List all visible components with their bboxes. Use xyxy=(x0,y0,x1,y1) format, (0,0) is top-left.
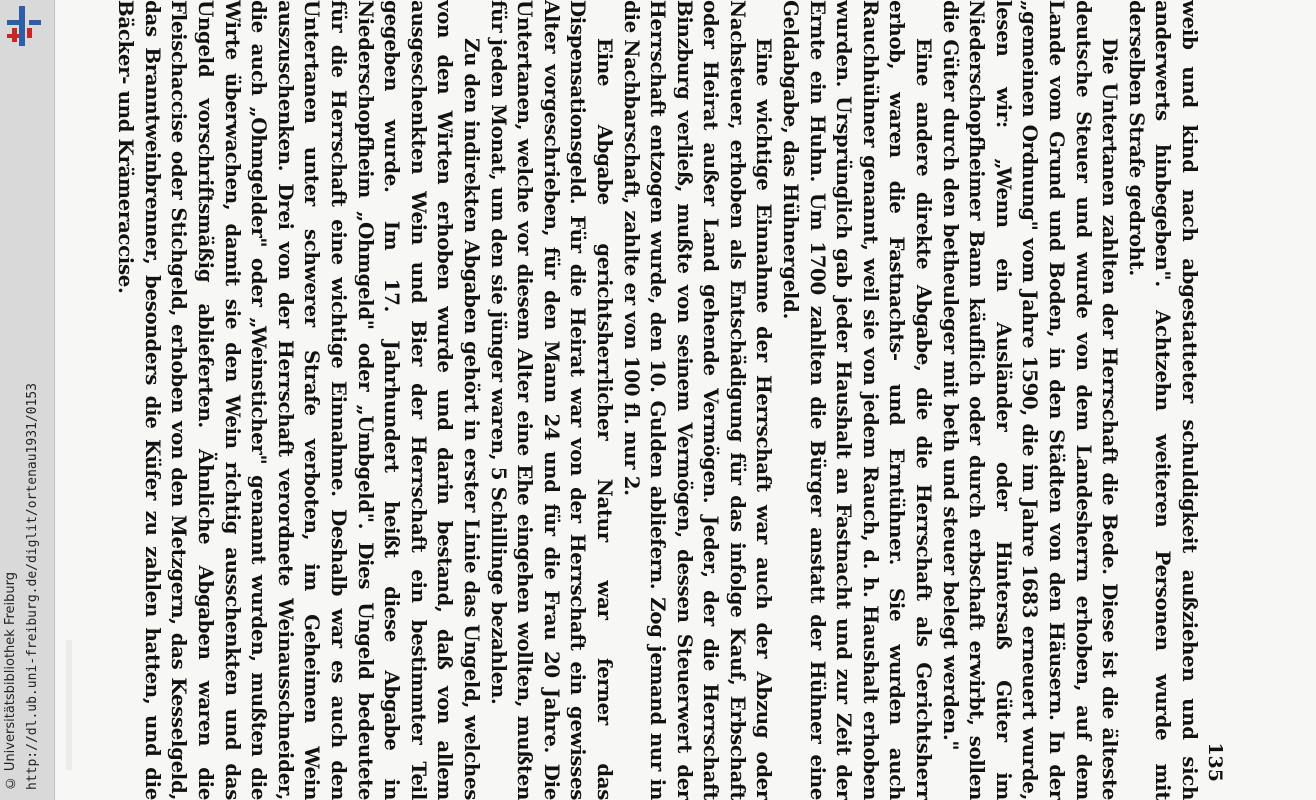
paragraph: Eine andere direkte Abgabe, die die Herrschaft als Gerichtsherr erhob, waren die Fastnachts- und Erntühner. Sie wurden auch Rauchhühner genannt, weil sie von jedem Rauch, d. h. Haushalt erhoben wurden. Ursprünglich gab jeder Haushalt an Fastnacht und zur Zeit der Ernte ein Huhn. Um 1700 zahlten die Bürger anstatt der Hühner eine Geldabgabe, das Hühnergeld. xyxy=(779,0,937,800)
paragraph: Eine wichtige Einnahme der Herrschaft war auch der Abzug oder Nachsteuer, erhoben als Entschädigung für das infolge Kauf, Erbschaft oder Heirat außer Land gehende Vermögen. Jeder, der die Herrschaft Binzburg verließ, mußte von seinem Vermögen, dessen Steuerwert der Herrschaft entzogen wurde, den 10. Gulden abliefern. Zog jemand nur in die Nachbarschaft, zahlte er von 100 fl. nur 2. xyxy=(619,0,777,800)
source-url-credit[interactable]: http://dl.ub.uni-freiburg.de/diglit/ortenau1931/0153 xyxy=(25,383,40,790)
rotated-page-content xyxy=(114,0,1236,800)
paragraph: Die Untertanen zahlten der Herrschaft die Bede. Diese ist die älteste deutsche Steuer und wurde von dem Landesherrn erhoben, auf dem Lande vom Grund und Boden, in den Städten von den Häusern. In der „gemeinen Ordnung" vom Jahre 1590, die im Jahre 1683 erneuert wurde, lesen wir: „Wenn ein Ausländer oder Hintersaß Güter im Niederschopfheimer Bann käuflich oder durch erbschaft erwirbt, sollen die Güter durch den betheuleger mit beth und steuer belegt werden." xyxy=(938,0,1123,800)
paragraph: Eine Abgabe gerichtsherrlicher Natur war ferner das Dispensationsgeld. Für die Heirat war von der Herrschaft ein gewisses Alter vorgeschrieben, für den Mann 24 und für die Frau 20 Jahre. Die Untertanen, welche vor diesem Alter eine Ehe eingehen wollten, mußten für jeden Monat, um den sie jünger waren, 5 Schillinge bezahlen. xyxy=(486,0,617,800)
scan-artifact xyxy=(66,640,72,770)
page-body-text xyxy=(113,0,1203,800)
university-logo-icon[interactable] xyxy=(3,4,43,48)
viewer-sidebar xyxy=(0,0,55,800)
page-number: 135 xyxy=(1204,742,1226,782)
scanned-page xyxy=(56,0,1316,800)
paragraph: weib und kind nach abgestatteter schuldigkeit außziehen und sich anderwerts hinbegeben". Achtzehn weiteren Personen wurde mit derselben Strafe gedroht. xyxy=(1124,0,1202,800)
paragraph: Zu den indirekten Abgaben gehört in erster Linie das Ungeld, welches von den Wirten erhoben wurde und darin bestand, daß von allem ausgeschenkten Wein und Bier der Herrschaft ein bestimmter Teil gegeben wurde. Im 17. Jahrhundert heißt diese Abgabe in Niederschopfheim „Ohmgeld" oder „Umbgeld". Dies Ungeld bedeutete für die Herrschaft eine wichtige Einnahme. Deshalb war es auch den Untertanen unter schwerer Strafe verboten, im Geheimen Wein auszuschenken. Drei von der Herrschaft verordnete Weinausschneider, die auch „Ohmgelder" oder „Weinsticher" genannt wurden, mußten die Wirte überwachen, damit sie den Wein richtig ausschenkten und das Ungeld vorschriftsmäßig ablieferten. Ähnliche Abgaben waren die Fleischaccise oder Stichgeld, erhoben von den Metzgern, das Kesselgeld, das Branntweinbrenner, besonders die Küfer zu zahlen hatten, und die Bäcker- und Krämeraccise. xyxy=(114,0,484,800)
library-credit: © Universitätsbibliothek Freiburg xyxy=(3,571,18,790)
